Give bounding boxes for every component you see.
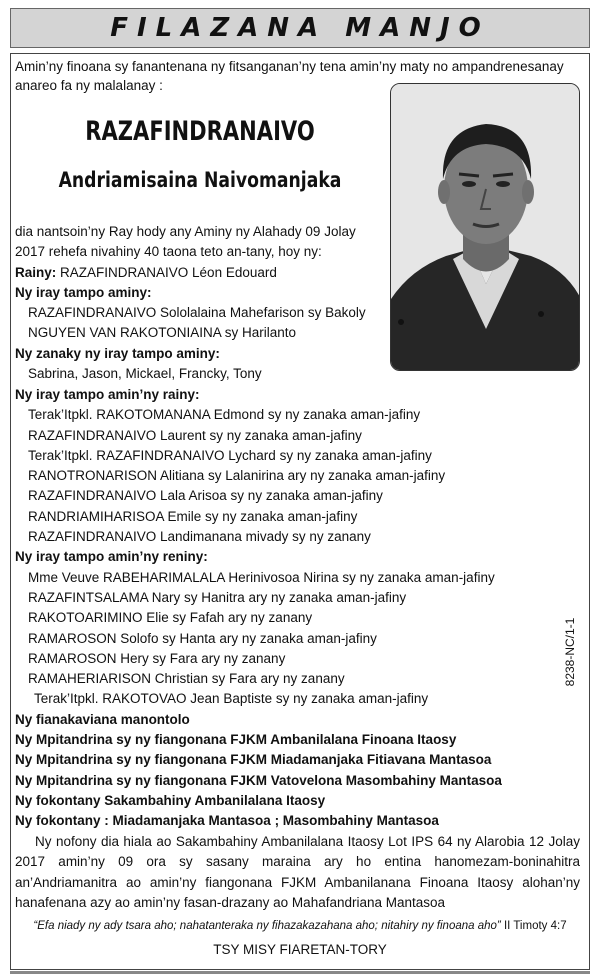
mother-sibling-name: RAMAROSON Hery sy Fara ary ny zanany: [28, 650, 286, 666]
other-mourner: Ny fianakaviana manontolo: [15, 711, 190, 727]
mother-sibling-name: RAKOTOARIMINO Elie sy Fafah ary ny zanany: [28, 610, 313, 626]
notice-header: [10, 8, 590, 48]
father-sibling-name: RANDRIAMIHARISOA Emile sy ny zanaka aman-jafiny: [28, 508, 358, 524]
relatives-list: [15, 385, 560, 832]
other-mourner: Ny Mpitandrina sy ny fiangonana FJKM Miadamanjaka Fitiavana Mantasoa: [15, 752, 492, 768]
other-mourner: Ny Mpitandrina sy ny fiangonana FJKM Vatovelona Masombahiny Mantasoa: [15, 772, 502, 788]
mother-sibling-name: RAZAFINTSALAMA Nary sy Hanitra ary ny zanaka aman-jafiny: [28, 589, 407, 605]
mother-sibling-name: RAMAROSON Solofo sy Hanta ary ny zanaka aman-jafiny: [28, 630, 377, 646]
father-sibling-name: RAZAFINDRANAIVO Laurent sy ny zanaka aman-jafiny: [28, 427, 362, 443]
deceased-given-names: Andriamisaina Naivomanjaka: [58, 168, 342, 192]
mother-sibling-name: Terak’Itpkl. RAKOTOVAO Jean Baptiste sy ny zanaka aman-jafiny: [34, 691, 429, 707]
other-mourner: Ny fokontany Sakambahiny Ambanilalana Itaosy: [15, 792, 326, 808]
funeral-details: [15, 832, 580, 913]
father-label: Rainy:: [15, 264, 57, 280]
portrait-image: [391, 84, 580, 371]
father-sibling-name: Terak’Itpkl. RAKOTOMANANA Edmond sy ny zanaka aman-jafiny: [28, 407, 421, 423]
father-line: [15, 263, 390, 283]
quote-reference: II Timoty 4:7: [503, 920, 567, 932]
sibling-name: RAZAFINDRANAIVO Sololalaina Mahefarison sy Bakoly: [28, 305, 366, 321]
father-sibling-name: Terak’Itpkl. RAZAFINDRANAIVO Lychard sy ny zanaka aman-jafiny: [28, 447, 432, 463]
father-sibling-name: RANOTRONARISON Alitiana sy Lalanirina ary ny zanaka aman-jafiny: [28, 468, 446, 484]
mother-sibling-name: Mme Veuve RABEHARIMALALA Herinivosoa Nirina sy ny zanaka aman-jafiny: [28, 569, 495, 585]
reference-code-text: 8238-NC/1-1: [563, 617, 577, 687]
nephews-names: Sabrina, Jason, Mickael, Francky, Tony: [28, 366, 262, 382]
sibling-name: NGUYEN VAN RAKOTONIAINA sy Harilanto: [28, 325, 297, 341]
mother-sibling-name: RAMAHERIARISON Christian sy Fara ary ny zanany: [28, 671, 345, 687]
other-mourner: Ny fokontany : Miadamanjaka Mantasoa ; Masombahiny Mantasoa: [15, 813, 439, 829]
mother-siblings-label: Ny iray tampo amin’ny reniny:: [15, 549, 208, 565]
father-sibling-name: RAZAFINDRANAIVO Landimanana mivady sy ny zanany: [28, 529, 371, 545]
announcement-text: [15, 222, 390, 384]
bible-quote: [15, 920, 585, 932]
siblings-label: Ny iray tampo aminy:: [15, 284, 152, 300]
father-name: RAZAFINDRANAIVO Léon Edouard: [60, 264, 277, 280]
funeral-text: Ny nofony dia hiala ao Sakambahiny Ambanilalana Itaosy Lot IPS 64 ny Alarobia 12 Jolay 2017 amin’ny 09 ora sy sasany maraina ary ho entina hanomezam-boninahitra an’Andriamanitra ao amin’ny fiangonana FJKM Ambanilanana Finoana Itaosy alohan’ny hanafenana azy ao amin’ny fasan-drazany ao Mahafandriana Mantasoa: [15, 834, 580, 910]
deceased-surname: RAZAFINDRANAIVO: [85, 116, 315, 147]
announcement-line: dia nantsoin’ny Ray hody any Aminy ny Alahady 09 Jolay: [15, 224, 356, 239]
reference-code: [560, 612, 580, 692]
quote-text: “Efa niady ny ady tsara aho; nahatanteraka ny fihazakazahana aho; nitahiry ny finoana aho”: [33, 920, 501, 932]
closing-signature: TSY MISY FIARETAN-TORY: [213, 942, 387, 957]
intro-text: Amin’ny finoana sy fanantenana ny fitsanganan’ny tena amin’ny maty no ampandrenesanay anareo fa ny malalanay :: [15, 59, 564, 93]
deceased-photo: [390, 83, 580, 371]
bottom-divider: [10, 971, 590, 974]
notice-title: FILAZANA MANJO: [110, 13, 490, 43]
announcement-line: 2017 rehefa nivahiny 40 taona teto an-tany, hoy ny:: [15, 244, 322, 260]
father-sibling-name: RAZAFINDRANAIVO Lala Arisoa sy ny zanaka aman-jafiny: [28, 488, 383, 504]
other-mourner: Ny Mpitandrina sy ny fiangonana FJKM Ambanilalana Finoana Itaosy: [15, 732, 457, 748]
father-siblings-label: Ny iray tampo amin’ny rainy:: [15, 387, 200, 402]
nephews-label: Ny zanaky ny iray tampo aminy:: [15, 345, 220, 361]
